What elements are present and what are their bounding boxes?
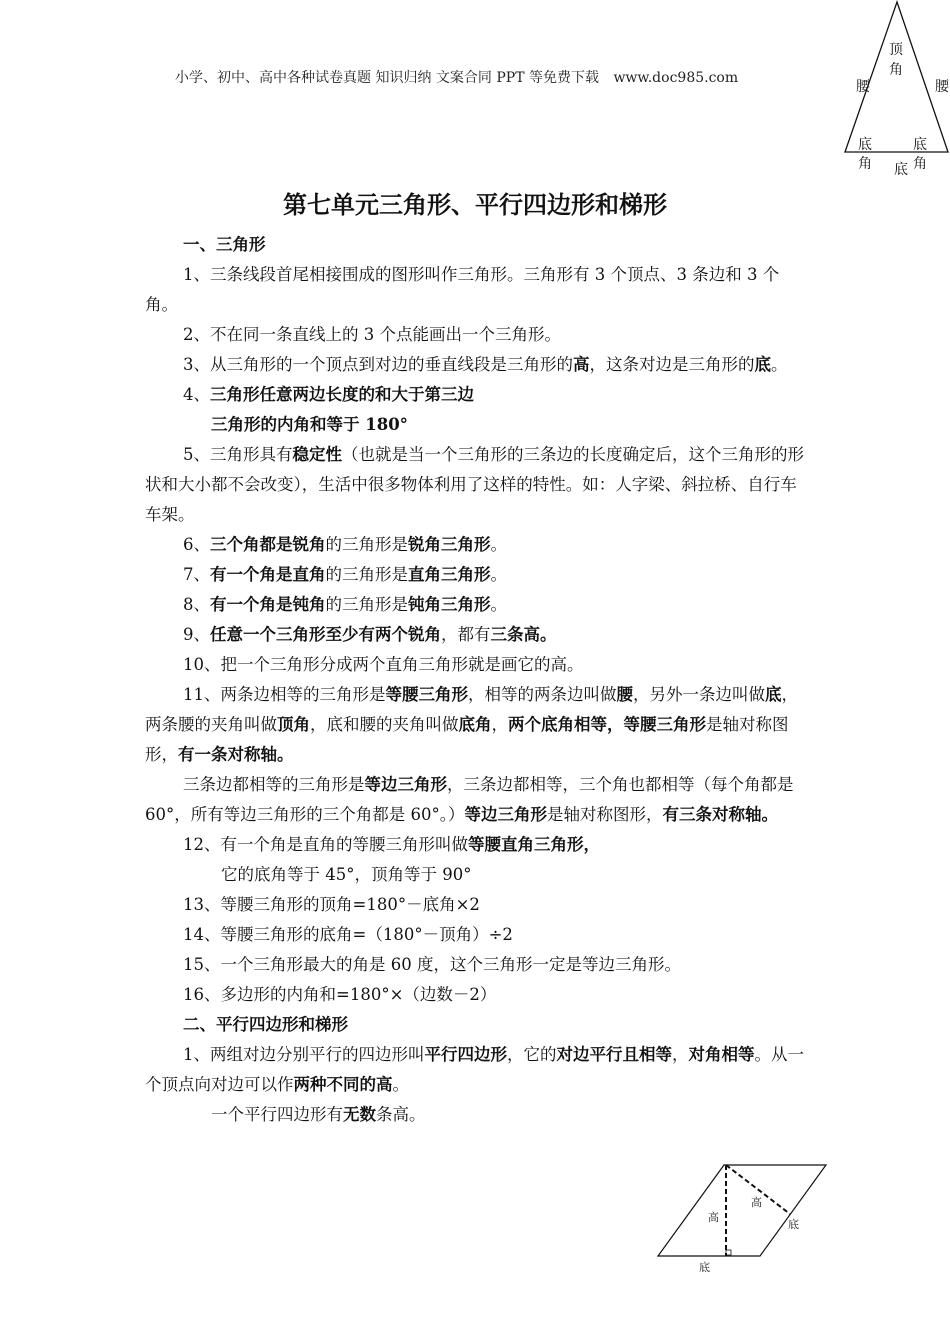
para-9: 9、任意一个三角形至少有两个锐角，都有三条高。	[183, 625, 557, 644]
tri-right-side-label: 腰	[935, 79, 949, 95]
para-10: 10、把一个三角形分成两个直角三角形就是画它的高。	[183, 655, 584, 674]
para-11-equilateral: 三条边都相等的三角形是等边三角形，三条边都相等，三个角也都相等（每个角都是 60°，所有等边三角形的三个角都是 60°。）等边三角形是轴对称图形，有三条对称轴。	[145, 775, 794, 824]
para-2: 2、不在同一条直线上的 3 个点能画出一个三角形。	[183, 325, 561, 344]
tri-base-label: 底	[894, 162, 908, 178]
para-3: 3、从三角形的一个顶点到对边的垂直线段是三角形的高，这条对边是三角形的底。	[183, 355, 788, 374]
para-p2: 一个平行四边形有无数条高。	[211, 1105, 426, 1124]
section-heading-parallelogram: 二、平行四边形和梯形	[183, 1015, 348, 1034]
page-title: 第七单元三角形、平行四边形和梯形	[283, 190, 667, 219]
parallelogram-heights-diagram	[652, 1160, 832, 1275]
para-6: 6、三个角都是锐角的三角形是锐角三角形。	[183, 535, 507, 554]
para-1: 1、三条线段首尾相接围成的图形叫作三角形。三角形有 3 个顶点、3 条边和 3 个角。	[145, 265, 780, 314]
para-14: 14、等腰三角形的底角=（180°－顶角）÷2	[183, 925, 513, 944]
base-label-slanted: 底	[788, 1218, 799, 1231]
base-label-bottom: 底	[699, 1261, 710, 1274]
tri-apex-label-1: 顶	[889, 42, 903, 58]
tri-base-right-label-2: 角	[913, 156, 927, 172]
page-header	[175, 67, 738, 87]
tri-base-right-label-1: 底	[913, 137, 927, 153]
document-body	[145, 230, 810, 1130]
para-15: 15、一个三角形最大的角是 60 度，这个三角形一定是等边三角形。	[183, 955, 681, 974]
para-7: 7、有一个角是直角的三角形是直角三角形。	[183, 565, 507, 584]
para-p1: 1、两组对边分别平行的四边形叫平行四边形，它的对边平行且相等，对角相等。从一个顶点向对边可以作两种不同的高。	[145, 1045, 804, 1094]
height-label-2: 高	[751, 1196, 762, 1209]
para-16: 16、多边形的内角和=180°×（边数－2）	[183, 985, 497, 1004]
header-text: 小学、初中、高中各种试卷真题 知识归纳 文案合同 PPT 等免费下载	[175, 70, 599, 86]
para-13: 13、等腰三角形的顶角=180°－底角×2	[183, 895, 480, 914]
para-4b: 三角形的内角和等于 180°	[211, 415, 408, 434]
para-12: 12、有一个角是直角的等腰三角形叫做等腰直角三角形，	[183, 835, 600, 854]
para-12b: 它的底角等于 45°，顶角等于 90°	[221, 865, 472, 884]
isosceles-triangle-diagram	[840, 0, 950, 180]
height-label-1: 高	[708, 1211, 719, 1224]
para-4a: 4、三角形任意两边长度的和大于第三边	[183, 385, 474, 404]
tri-base-left-label-1: 底	[858, 137, 872, 153]
tri-apex-label-2: 角	[889, 62, 903, 78]
para-8: 8、有一个角是钝角的三角形是钝角三角形。	[183, 595, 507, 614]
header-url[interactable]: www.doc985.com	[613, 70, 739, 86]
tri-left-side-label: 腰	[856, 79, 870, 95]
tri-base-left-label-2: 角	[858, 156, 872, 172]
para-5: 5、三角形具有稳定性（也就是当一个三角形的三条边的长度确定后，这个三角形的形状和大小都不会改变），生活中很多物体利用了这样的特性。如：人字梁、斜拉桥、自行车车架。	[145, 445, 804, 524]
parallelogram-outline	[658, 1165, 826, 1256]
para-11: 11、两条边相等的三角形是等腰三角形，相等的两条边叫做腰，另外一条边叫做底，两条腰的夹角叫做顶角，底和腰的夹角叫做底角，两个底角相等，等腰三角形是轴对称图形，有一条对称轴。	[145, 685, 798, 764]
section-heading-triangle: 一、三角形	[183, 235, 266, 254]
